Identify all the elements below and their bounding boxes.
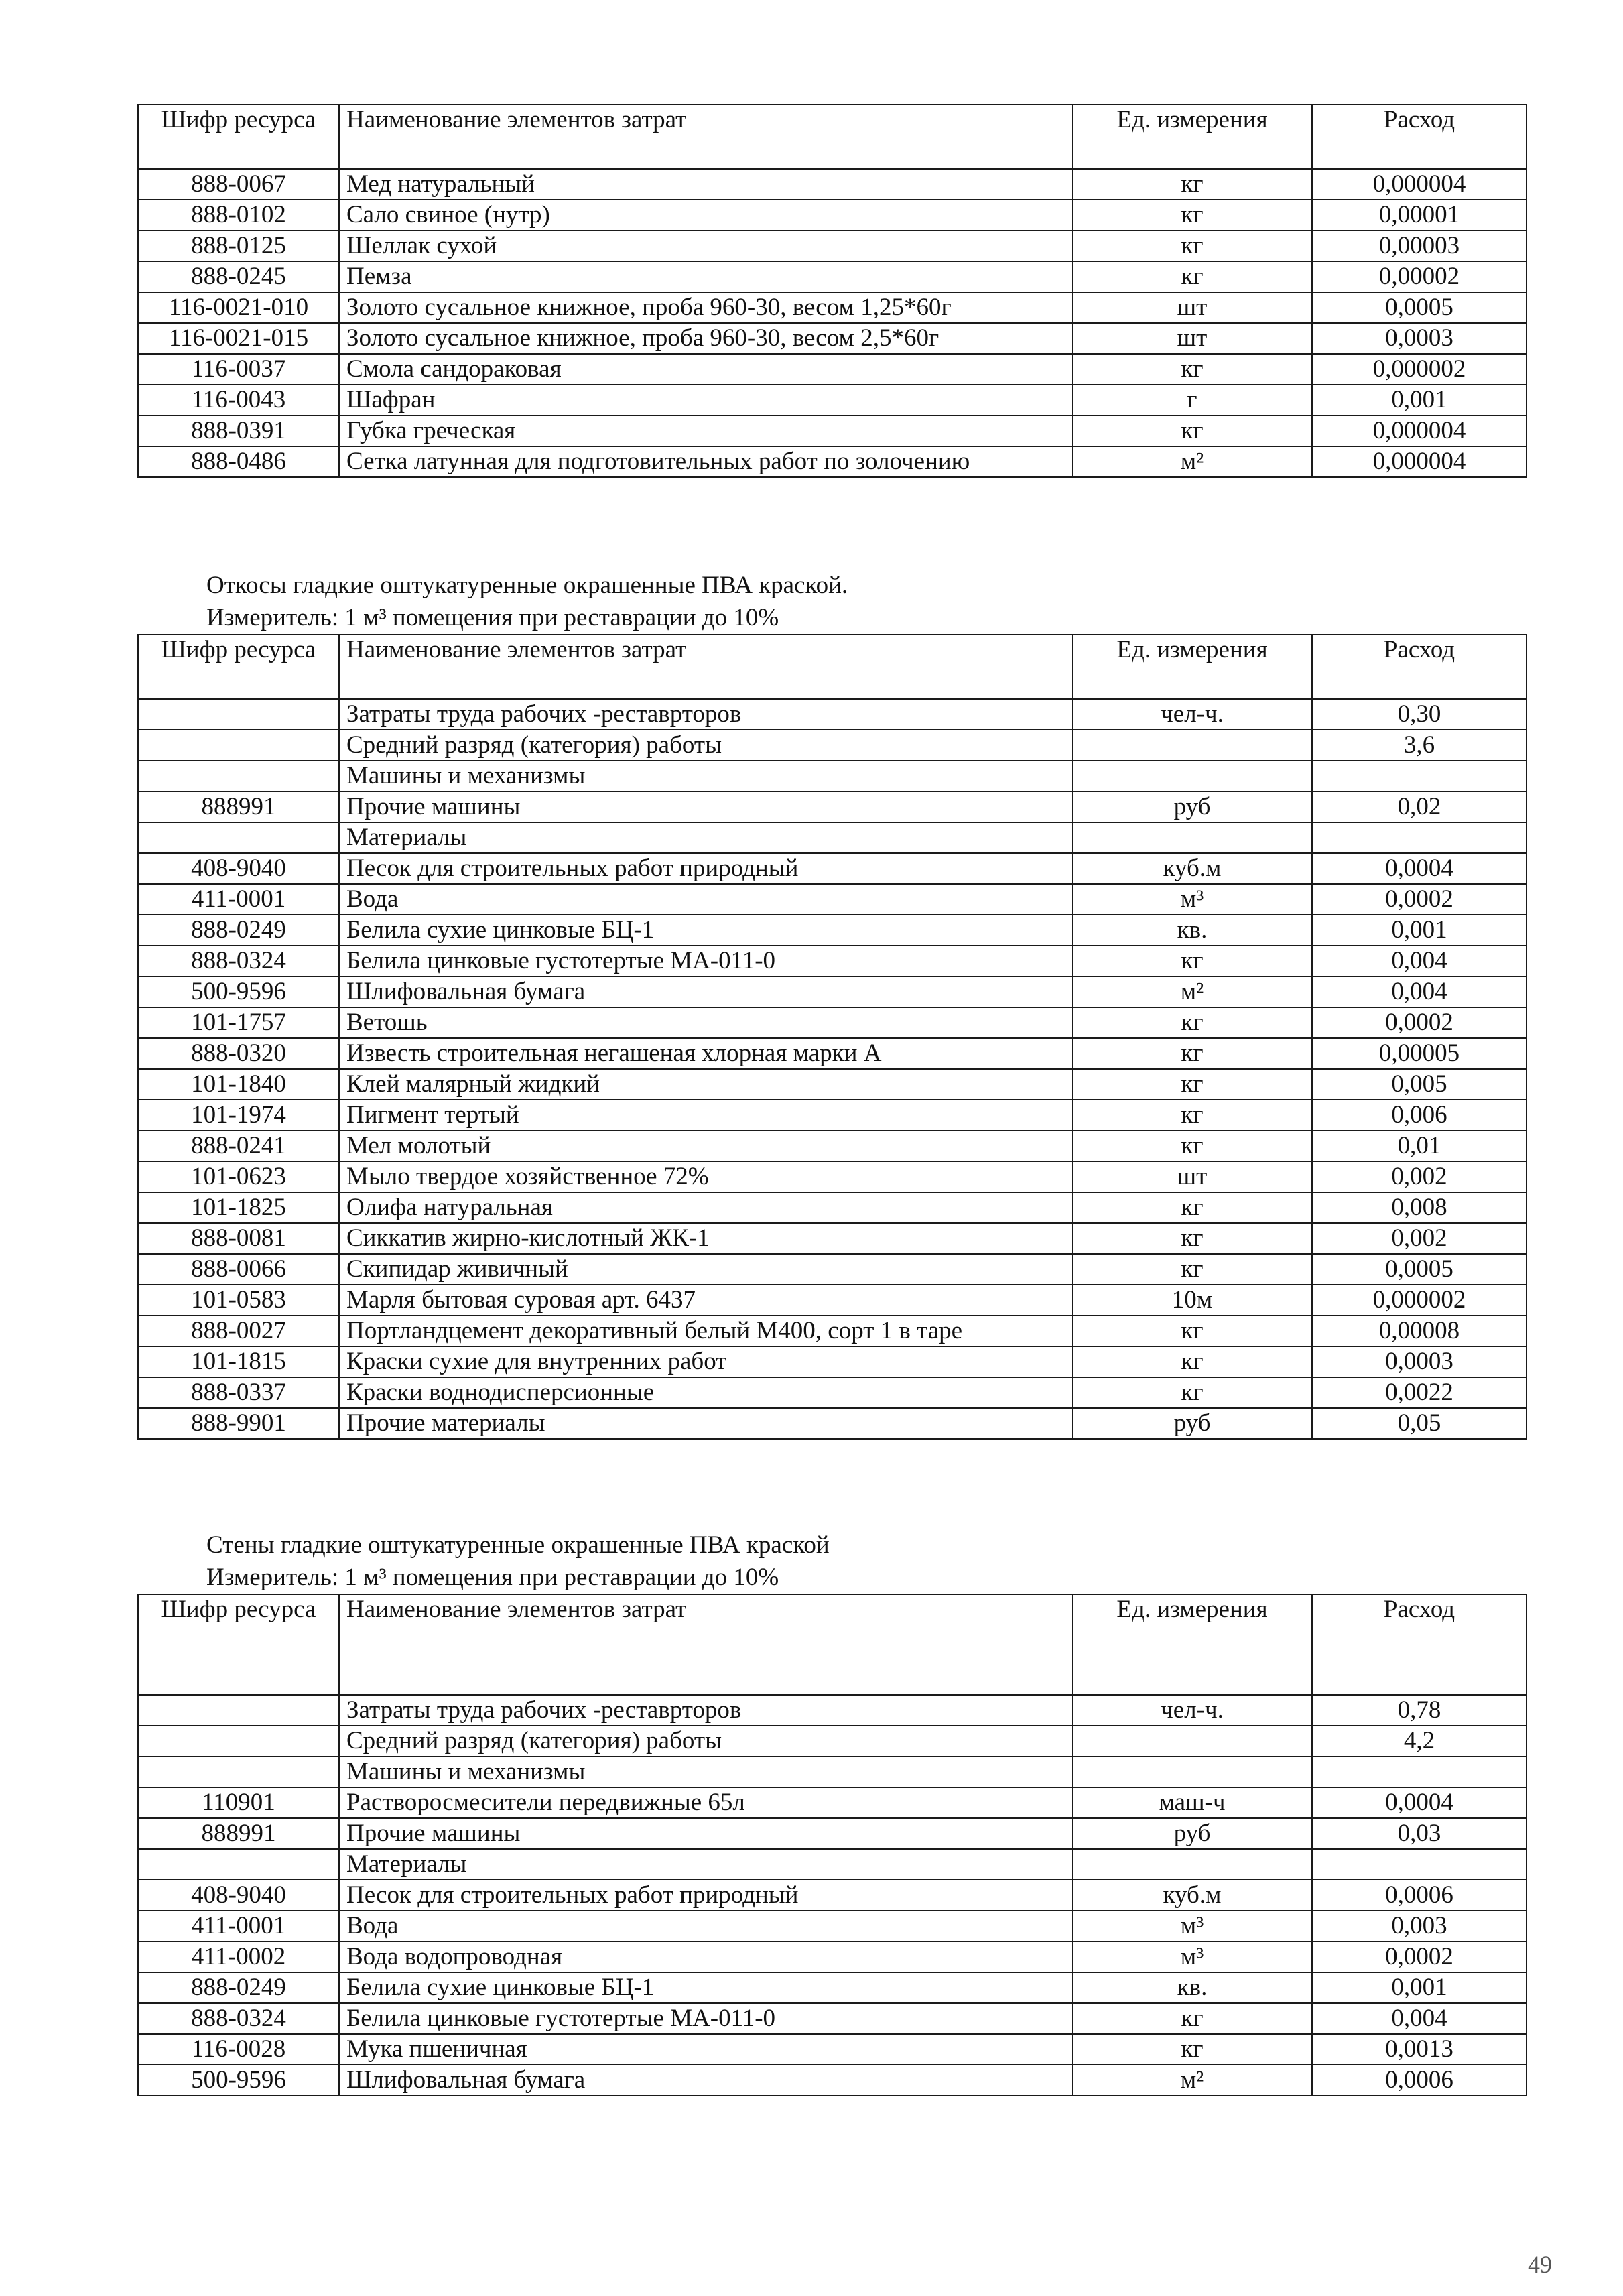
- cell-code: 888-0320: [138, 1038, 339, 1069]
- cell-unit: руб: [1072, 1408, 1312, 1439]
- cell-name: Песок для строительных работ природный: [339, 853, 1072, 884]
- cell-name: Краски сухие для внутренних работ: [339, 1346, 1072, 1377]
- resource-table-3: [137, 1594, 1527, 2096]
- cell-name: Растворосмесители передвижные 65л: [339, 1787, 1072, 1818]
- header-name: Наименование элементов затрат: [339, 105, 1072, 169]
- cell-qty: 0,004: [1312, 976, 1527, 1007]
- cell-name: Мед натуральный: [339, 169, 1072, 200]
- table-row: [138, 730, 1527, 761]
- cell-unit: кг: [1072, 1316, 1312, 1346]
- cell-qty: 4,2: [1312, 1726, 1527, 1757]
- table-row: [138, 699, 1527, 730]
- cell-unit: [1072, 1757, 1312, 1787]
- cell-qty: [1312, 761, 1527, 791]
- cell-name: Сетка латунная для подготовительных работ по золочению: [339, 446, 1072, 477]
- header-qty: Расход: [1312, 635, 1527, 699]
- cell-name: Шлифовальная бумага: [339, 2065, 1072, 2096]
- table-row: [138, 1131, 1527, 1161]
- section-2-measure: Измеритель: 1 м³ помещения при реставрации до 10%: [206, 604, 779, 631]
- table-row: [138, 761, 1527, 791]
- resource-table-2: [137, 634, 1527, 1440]
- table-row: [138, 1695, 1527, 1726]
- cell-unit: кг: [1072, 261, 1312, 292]
- header-code: Шифр ресурса: [138, 635, 339, 699]
- cell-unit: куб.м: [1072, 853, 1312, 884]
- cell-code: 888-0066: [138, 1254, 339, 1285]
- cell-qty: 0,00008: [1312, 1316, 1527, 1346]
- table-header-row: [138, 1594, 1527, 1695]
- cell-name: Золото сусальное книжное, проба 960-30, весом 2,5*60г: [339, 323, 1072, 354]
- cell-qty: 0,000004: [1312, 446, 1527, 477]
- cell-code: [138, 699, 339, 730]
- cell-code: 411-0002: [138, 1941, 339, 1972]
- cell-unit: кг: [1072, 2003, 1312, 2034]
- cell-name: Мел молотый: [339, 1131, 1072, 1161]
- cell-unit: м³: [1072, 884, 1312, 915]
- cell-qty: 0,005: [1312, 1069, 1527, 1100]
- cell-unit: кг: [1072, 1254, 1312, 1285]
- cell-qty: 0,004: [1312, 946, 1527, 976]
- header-name: Наименование элементов затрат: [339, 635, 1072, 699]
- cell-qty: 0,0005: [1312, 292, 1527, 323]
- cell-qty: 0,0002: [1312, 1007, 1527, 1038]
- cell-qty: 0,004: [1312, 2003, 1527, 2034]
- cell-unit: м²: [1072, 2065, 1312, 2096]
- cell-qty: 0,000002: [1312, 1285, 1527, 1316]
- cell-name: Скипидар живичный: [339, 1254, 1072, 1285]
- cell-code: [138, 1849, 339, 1880]
- cell-qty: 0,001: [1312, 385, 1527, 416]
- cell-code: 888-0324: [138, 946, 339, 976]
- cell-unit: шт: [1072, 1161, 1312, 1192]
- table-header-row: [138, 105, 1527, 169]
- cell-unit: кг: [1072, 1192, 1312, 1223]
- cell-unit: куб.м: [1072, 1880, 1312, 1911]
- header-code: Шифр ресурса: [138, 1594, 339, 1695]
- table-row: [138, 385, 1527, 416]
- cell-code: 888-0245: [138, 261, 339, 292]
- cell-code: 101-0583: [138, 1285, 339, 1316]
- cell-code: 411-0001: [138, 884, 339, 915]
- cell-code: 116-0021-015: [138, 323, 339, 354]
- cell-unit: [1072, 730, 1312, 761]
- cell-code: 888991: [138, 791, 339, 822]
- cell-name: Белила цинковые густотертые МА-011-0: [339, 946, 1072, 976]
- cell-qty: 0,05: [1312, 1408, 1527, 1439]
- cell-code: 101-0623: [138, 1161, 339, 1192]
- cell-code: 888-0102: [138, 200, 339, 231]
- cell-code: 888-0027: [138, 1316, 339, 1346]
- cell-qty: 0,000004: [1312, 169, 1527, 200]
- cell-code: 888-0241: [138, 1131, 339, 1161]
- cell-qty: 0,006: [1312, 1100, 1527, 1131]
- cell-unit: шт: [1072, 323, 1312, 354]
- table-row: [138, 1038, 1527, 1069]
- cell-qty: 0,000004: [1312, 416, 1527, 446]
- cell-name: Сало свиное (нутр): [339, 200, 1072, 231]
- cell-name: Песок для строительных работ природный: [339, 1880, 1072, 1911]
- cell-name: Вода: [339, 884, 1072, 915]
- cell-code: 888-0391: [138, 416, 339, 446]
- page-number: 49: [1528, 2251, 1552, 2278]
- cell-unit: м²: [1072, 976, 1312, 1007]
- table-row: [138, 1941, 1527, 1972]
- cell-code: 888-0486: [138, 446, 339, 477]
- cell-code: 888-0337: [138, 1377, 339, 1408]
- table-row: [138, 1757, 1527, 1787]
- cell-code: [138, 1695, 339, 1726]
- table-row: [138, 2034, 1527, 2065]
- cell-unit: шт: [1072, 292, 1312, 323]
- cell-qty: 0,002: [1312, 1161, 1527, 1192]
- cell-code: 888-9901: [138, 1408, 339, 1439]
- table-row: [138, 2003, 1527, 2034]
- cell-qty: 0,00001: [1312, 200, 1527, 231]
- header-unit: Ед. измерения: [1072, 105, 1312, 169]
- cell-name: Материалы: [339, 822, 1072, 853]
- table-row: [138, 2065, 1527, 2096]
- header-unit: Ед. измерения: [1072, 1594, 1312, 1695]
- table-row: [138, 915, 1527, 946]
- cell-name: Материалы: [339, 1849, 1072, 1880]
- table-row: [138, 1787, 1527, 1818]
- cell-name: Затраты труда рабочих -реставрторов: [339, 1695, 1072, 1726]
- cell-name: Краски воднодисперсионные: [339, 1377, 1072, 1408]
- cell-name: Пигмент тертый: [339, 1100, 1072, 1131]
- cell-unit: [1072, 1849, 1312, 1880]
- cell-qty: [1312, 1757, 1527, 1787]
- cell-name: Средний разряд (категория) работы: [339, 730, 1072, 761]
- cell-unit: кг: [1072, 1346, 1312, 1377]
- cell-unit: м³: [1072, 1911, 1312, 1941]
- cell-name: Клей малярный жидкий: [339, 1069, 1072, 1100]
- cell-name: Пемза: [339, 261, 1072, 292]
- cell-code: [138, 822, 339, 853]
- cell-unit: чел-ч.: [1072, 699, 1312, 730]
- cell-code: 888-0081: [138, 1223, 339, 1254]
- cell-qty: 0,00005: [1312, 1038, 1527, 1069]
- cell-qty: 0,003: [1312, 1911, 1527, 1941]
- cell-code: 888991: [138, 1818, 339, 1849]
- table-row: [138, 261, 1527, 292]
- cell-unit: кг: [1072, 2034, 1312, 2065]
- cell-code: 101-1757: [138, 1007, 339, 1038]
- table-row: [138, 946, 1527, 976]
- cell-code: 408-9040: [138, 1880, 339, 1911]
- cell-unit: м³: [1072, 1941, 1312, 1972]
- cell-code: 116-0021-010: [138, 292, 339, 323]
- cell-name: Вода: [339, 1911, 1072, 1941]
- cell-name: Средний разряд (категория) работы: [339, 1726, 1072, 1757]
- cell-unit: кг: [1072, 1131, 1312, 1161]
- table-row: [138, 323, 1527, 354]
- cell-qty: 0,00002: [1312, 261, 1527, 292]
- cell-code: 116-0037: [138, 354, 339, 385]
- cell-unit: г: [1072, 385, 1312, 416]
- cell-unit: кг: [1072, 946, 1312, 976]
- cell-unit: кг: [1072, 1038, 1312, 1069]
- table-row: [138, 853, 1527, 884]
- table-row: [138, 200, 1527, 231]
- table-row: [138, 976, 1527, 1007]
- cell-unit: м²: [1072, 446, 1312, 477]
- table-row: [138, 884, 1527, 915]
- table-row: [138, 1069, 1527, 1100]
- table-row: [138, 354, 1527, 385]
- cell-code: 411-0001: [138, 1911, 339, 1941]
- table-row: [138, 1818, 1527, 1849]
- cell-unit: кг: [1072, 1377, 1312, 1408]
- cell-name: Сиккатив жирно-кислотный ЖК-1: [339, 1223, 1072, 1254]
- cell-unit: кг: [1072, 354, 1312, 385]
- cell-name: Затраты труда рабочих -реставрторов: [339, 699, 1072, 730]
- cell-qty: 0,0003: [1312, 323, 1527, 354]
- cell-name: Белила цинковые густотертые МА-011-0: [339, 2003, 1072, 2034]
- cell-unit: кг: [1072, 1007, 1312, 1038]
- cell-name: Белила сухие цинковые БЦ-1: [339, 915, 1072, 946]
- table-row: [138, 1880, 1527, 1911]
- cell-name: Шлифовальная бумага: [339, 976, 1072, 1007]
- table-row: [138, 1377, 1527, 1408]
- cell-qty: 0,30: [1312, 699, 1527, 730]
- cell-unit: чел-ч.: [1072, 1695, 1312, 1726]
- cell-code: 101-1974: [138, 1100, 339, 1131]
- cell-qty: 0,0005: [1312, 1254, 1527, 1285]
- cell-code: 116-0028: [138, 2034, 339, 2065]
- cell-qty: [1312, 1849, 1527, 1880]
- cell-code: 500-9596: [138, 976, 339, 1007]
- section-2-title: Откосы гладкие оштукатуренные окрашенные ПВА краской.: [206, 572, 848, 599]
- table-row: [138, 1100, 1527, 1131]
- resource-table-1: [137, 104, 1527, 478]
- table-row: [138, 1346, 1527, 1377]
- cell-name: Олифа натуральная: [339, 1192, 1072, 1223]
- table-row: [138, 1911, 1527, 1941]
- cell-name: Белила сухие цинковые БЦ-1: [339, 1972, 1072, 2003]
- cell-code: 110901: [138, 1787, 339, 1818]
- table-row: [138, 1223, 1527, 1254]
- cell-qty: 0,0002: [1312, 1941, 1527, 1972]
- cell-code: 888-0125: [138, 231, 339, 261]
- cell-code: 101-1815: [138, 1346, 339, 1377]
- cell-unit: кг: [1072, 1223, 1312, 1254]
- cell-name: Марля бытовая суровая арт. 6437: [339, 1285, 1072, 1316]
- cell-code: 888-0249: [138, 915, 339, 946]
- table-row: [138, 231, 1527, 261]
- cell-qty: 0,0004: [1312, 853, 1527, 884]
- cell-name: Смола сандораковая: [339, 354, 1072, 385]
- cell-unit: кг: [1072, 1100, 1312, 1131]
- table-header-row: [138, 635, 1527, 699]
- cell-code: 116-0043: [138, 385, 339, 416]
- cell-qty: 0,001: [1312, 1972, 1527, 2003]
- table-row: [138, 1408, 1527, 1439]
- cell-code: 500-9596: [138, 2065, 339, 2096]
- header-name: Наименование элементов затрат: [339, 1594, 1072, 1695]
- cell-qty: 0,0003: [1312, 1346, 1527, 1377]
- section-3-measure: Измеритель: 1 м³ помещения при реставрации до 10%: [206, 1564, 779, 1591]
- cell-qty: 0,002: [1312, 1223, 1527, 1254]
- cell-unit: руб: [1072, 791, 1312, 822]
- table-row: [138, 822, 1527, 853]
- cell-qty: 0,0013: [1312, 2034, 1527, 2065]
- table-row: [138, 1161, 1527, 1192]
- cell-name: Портландцемент декоративный белый М400, сорт 1 в таре: [339, 1316, 1072, 1346]
- cell-qty: 3,6: [1312, 730, 1527, 761]
- cell-name: Золото сусальное книжное, проба 960-30, весом 1,25*60г: [339, 292, 1072, 323]
- cell-unit: [1072, 1726, 1312, 1757]
- cell-code: [138, 730, 339, 761]
- cell-code: [138, 761, 339, 791]
- cell-qty: 0,02: [1312, 791, 1527, 822]
- cell-code: 101-1840: [138, 1069, 339, 1100]
- cell-name: Прочие машины: [339, 791, 1072, 822]
- header-unit: Ед. измерения: [1072, 635, 1312, 699]
- cell-name: Машины и механизмы: [339, 761, 1072, 791]
- cell-unit: кв.: [1072, 915, 1312, 946]
- cell-unit: руб: [1072, 1818, 1312, 1849]
- cell-qty: 0,0006: [1312, 2065, 1527, 2096]
- cell-unit: кв.: [1072, 1972, 1312, 2003]
- table-row: [138, 1254, 1527, 1285]
- cell-unit: [1072, 822, 1312, 853]
- cell-name: Мыло твердое хозяйственное 72%: [339, 1161, 1072, 1192]
- table-row: [138, 1285, 1527, 1316]
- cell-name: Мука пшеничная: [339, 2034, 1072, 2065]
- cell-name: Губка греческая: [339, 416, 1072, 446]
- table-row: [138, 1849, 1527, 1880]
- table-row: [138, 446, 1527, 477]
- table-row: [138, 1726, 1527, 1757]
- cell-name: Известь строительная негашеная хлорная марки А: [339, 1038, 1072, 1069]
- table-row: [138, 1007, 1527, 1038]
- section-3-title: Стены гладкие оштукатуренные окрашенные ПВА краской: [206, 1531, 830, 1559]
- table-row: [138, 791, 1527, 822]
- cell-code: 408-9040: [138, 853, 339, 884]
- cell-code: 888-0249: [138, 1972, 339, 2003]
- cell-name: Прочие машины: [339, 1818, 1072, 1849]
- table-row: [138, 1972, 1527, 2003]
- cell-qty: 0,001: [1312, 915, 1527, 946]
- cell-code: 101-1825: [138, 1192, 339, 1223]
- cell-qty: 0,00003: [1312, 231, 1527, 261]
- table-row: [138, 1192, 1527, 1223]
- cell-name: Вода водопроводная: [339, 1941, 1072, 1972]
- cell-qty: [1312, 822, 1527, 853]
- cell-qty: 0,000002: [1312, 354, 1527, 385]
- table-row: [138, 169, 1527, 200]
- cell-name: Машины и механизмы: [339, 1757, 1072, 1787]
- cell-name: Шафран: [339, 385, 1072, 416]
- cell-qty: 0,008: [1312, 1192, 1527, 1223]
- cell-code: 888-0067: [138, 169, 339, 200]
- cell-qty: 0,0006: [1312, 1880, 1527, 1911]
- cell-name: Прочие материалы: [339, 1408, 1072, 1439]
- header-code: Шифр ресурса: [138, 105, 339, 169]
- cell-unit: кг: [1072, 169, 1312, 200]
- header-qty: Расход: [1312, 105, 1527, 169]
- cell-unit: кг: [1072, 1069, 1312, 1100]
- cell-qty: 0,0022: [1312, 1377, 1527, 1408]
- cell-qty: 0,03: [1312, 1818, 1527, 1849]
- cell-qty: 0,78: [1312, 1695, 1527, 1726]
- header-qty: Расход: [1312, 1594, 1527, 1695]
- cell-qty: 0,0004: [1312, 1787, 1527, 1818]
- cell-qty: 0,0002: [1312, 884, 1527, 915]
- table-row: [138, 1316, 1527, 1346]
- cell-name: Шеллак сухой: [339, 231, 1072, 261]
- cell-unit: [1072, 761, 1312, 791]
- cell-name: Ветошь: [339, 1007, 1072, 1038]
- table-row: [138, 416, 1527, 446]
- cell-unit: кг: [1072, 416, 1312, 446]
- cell-unit: кг: [1072, 200, 1312, 231]
- cell-code: 888-0324: [138, 2003, 339, 2034]
- cell-unit: маш-ч: [1072, 1787, 1312, 1818]
- cell-code: [138, 1726, 339, 1757]
- cell-code: [138, 1757, 339, 1787]
- cell-qty: 0,01: [1312, 1131, 1527, 1161]
- table-row: [138, 292, 1527, 323]
- cell-unit: кг: [1072, 231, 1312, 261]
- cell-unit: 10м: [1072, 1285, 1312, 1316]
